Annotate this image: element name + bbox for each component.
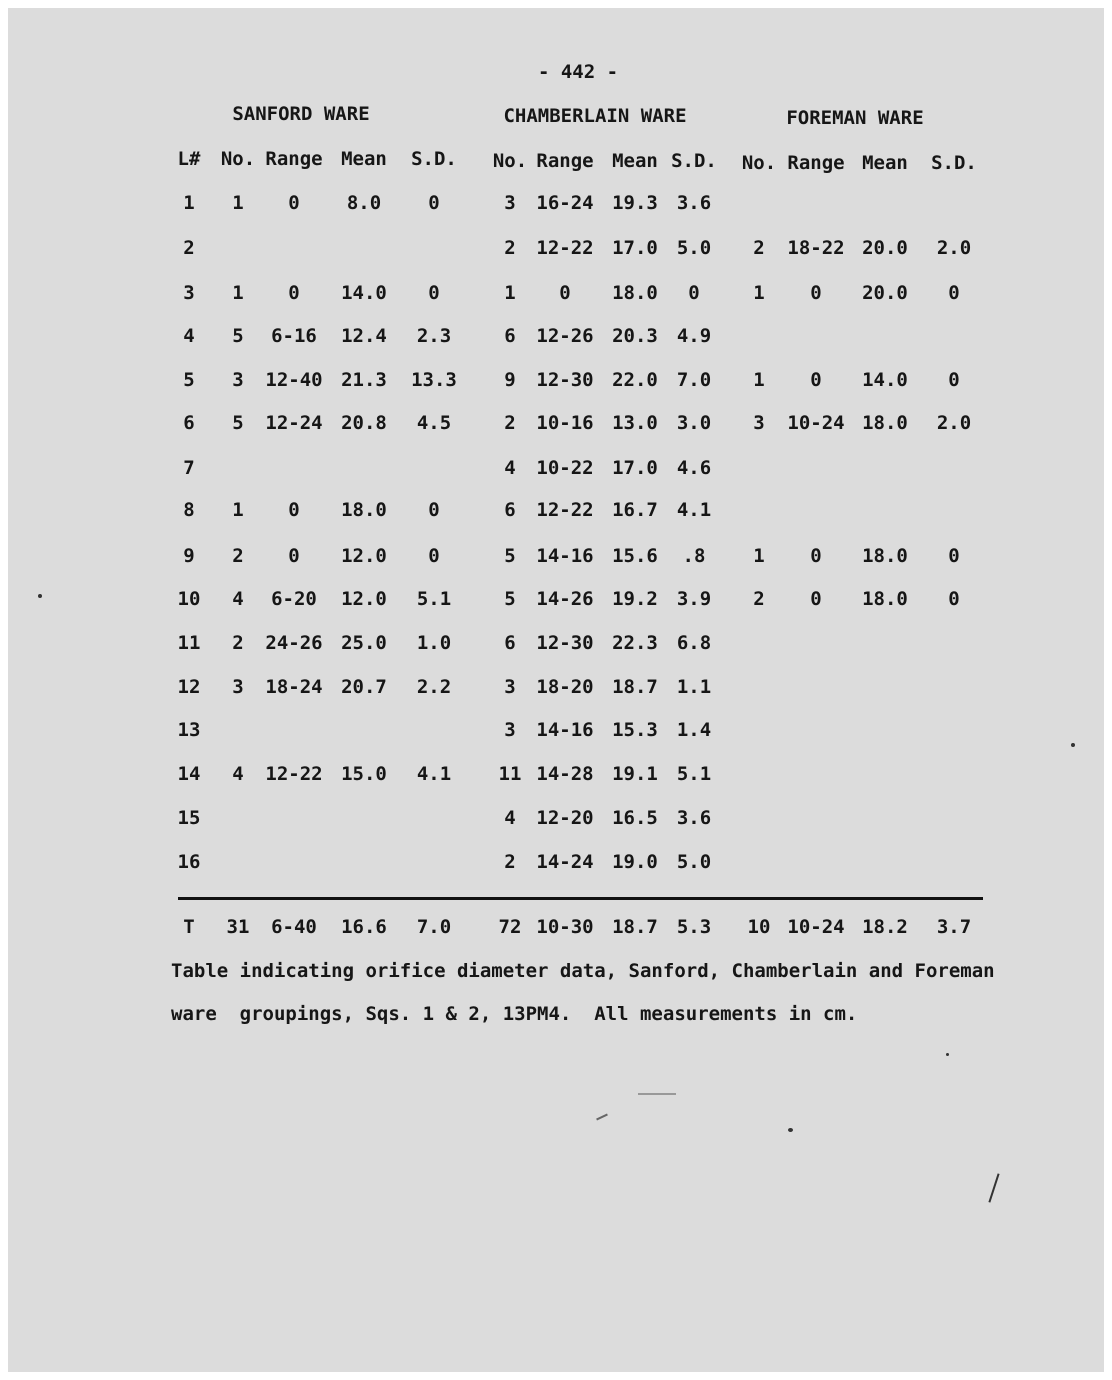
table-cell-sanford-range: 12-24 — [265, 412, 323, 434]
table-cell-sanford-mean: 12.4 — [341, 325, 387, 347]
table-cell-chamberlain-range: 16-24 — [536, 192, 594, 214]
table-cell-chamberlain-mean: 16.5 — [612, 807, 658, 829]
column-header-sanford-sd: S.D. — [411, 148, 457, 170]
table-cell-foreman-no: 1 — [753, 545, 765, 567]
table-cell-foreman-no: 1 — [753, 282, 765, 304]
table-cell-chamberlain-sd: 4.9 — [676, 325, 712, 347]
table-cell-chamberlain-no: 6 — [504, 632, 516, 654]
page-number: - 442 - — [537, 61, 619, 83]
column-header-chamberlain-sd: S.D. — [671, 150, 717, 172]
table-cell-chamberlain-mean: 20.3 — [612, 325, 658, 347]
table-cell-foreman-sd: 0 — [948, 282, 960, 304]
table-cell-foreman-mean: 14.0 — [862, 369, 908, 391]
table-cell-l-number: 16 — [177, 851, 201, 873]
column-header-sanford-no: No. — [220, 148, 256, 170]
table-cell-sanford-no: 2 — [232, 545, 244, 567]
total-cell-foreman-range: 10-24 — [787, 916, 845, 938]
table-cell-sanford-sd: 0 — [428, 545, 440, 567]
table-cell-foreman-sd: 0 — [948, 369, 960, 391]
total-cell-chamberlain-no: 72 — [498, 916, 522, 938]
table-cell-chamberlain-sd: 3.6 — [676, 807, 712, 829]
table-cell-chamberlain-sd: 5.0 — [676, 237, 712, 259]
table-cell-chamberlain-range: 14-26 — [536, 588, 594, 610]
table-cell-sanford-sd: 4.5 — [416, 412, 452, 434]
table-cell-sanford-range: 24-26 — [265, 632, 323, 654]
table-cell-l-number: 14 — [177, 763, 201, 785]
table-cell-chamberlain-mean: 18.0 — [612, 282, 658, 304]
table-cell-sanford-range: 12-40 — [265, 369, 323, 391]
table-cell-chamberlain-sd: .8 — [682, 545, 706, 567]
table-cell-chamberlain-no: 4 — [504, 457, 516, 479]
table-cell-chamberlain-no: 1 — [504, 282, 516, 304]
paper-speck — [1071, 743, 1075, 747]
table-cell-sanford-sd: 4.1 — [416, 763, 452, 785]
table-cell-chamberlain-mean: 19.1 — [612, 763, 658, 785]
table-cell-sanford-sd: 0 — [428, 499, 440, 521]
table-cell-chamberlain-range: 12-22 — [536, 499, 594, 521]
table-cell-l-number: 8 — [183, 499, 195, 521]
table-cell-chamberlain-sd: 3.6 — [676, 192, 712, 214]
column-header-chamberlain-range: Range — [536, 150, 594, 172]
table-cell-foreman-no: 3 — [753, 412, 765, 434]
column-header-l-number: L# — [177, 148, 201, 170]
table-cell-foreman-sd: 2.0 — [936, 237, 972, 259]
table-cell-foreman-sd: 0 — [948, 545, 960, 567]
table-cell-sanford-no: 5 — [232, 325, 244, 347]
table-cell-sanford-mean: 8.0 — [346, 192, 382, 214]
table-cell-chamberlain-mean: 17.0 — [612, 457, 658, 479]
totals-divider — [178, 897, 983, 900]
table-cell-chamberlain-range: 12-30 — [536, 369, 594, 391]
total-cell-sanford-range: 6-40 — [271, 916, 317, 938]
table-cell-chamberlain-sd: 1.1 — [676, 676, 712, 698]
table-cell-chamberlain-mean: 15.6 — [612, 545, 658, 567]
table-cell-l-number: 4 — [183, 325, 195, 347]
table-cell-foreman-range: 10-24 — [787, 412, 845, 434]
table-cell-foreman-sd: 0 — [948, 588, 960, 610]
table-cell-chamberlain-sd: 5.1 — [676, 763, 712, 785]
paper-mark — [988, 1173, 999, 1202]
table-cell-sanford-mean: 15.0 — [341, 763, 387, 785]
table-cell-sanford-mean: 12.0 — [341, 545, 387, 567]
paper-mark — [638, 1093, 676, 1095]
table-cell-sanford-sd: 13.3 — [411, 369, 457, 391]
group-heading-foreman: FOREMAN WARE — [786, 107, 924, 129]
table-cell-foreman-range: 0 — [810, 369, 822, 391]
table-cell-chamberlain-no: 6 — [504, 325, 516, 347]
table-cell-chamberlain-sd: 3.0 — [676, 412, 712, 434]
table-cell-chamberlain-no: 5 — [504, 588, 516, 610]
table-cell-chamberlain-no: 5 — [504, 545, 516, 567]
table-cell-foreman-range: 18-22 — [787, 237, 845, 259]
table-cell-chamberlain-no: 6 — [504, 499, 516, 521]
table-cell-chamberlain-no: 3 — [504, 192, 516, 214]
table-cell-sanford-no: 4 — [232, 588, 244, 610]
table-cell-chamberlain-no: 3 — [504, 676, 516, 698]
table-cell-sanford-range: 6-16 — [271, 325, 317, 347]
table-cell-chamberlain-range: 0 — [559, 282, 571, 304]
table-cell-sanford-no: 1 — [232, 192, 244, 214]
caption-line-2: ware groupings, Sqs. 1 & 2, 13PM4. All measurements in cm. — [171, 1003, 858, 1025]
table-cell-foreman-mean: 18.0 — [862, 412, 908, 434]
table-cell-sanford-range: 6-20 — [271, 588, 317, 610]
table-cell-chamberlain-no: 2 — [504, 237, 516, 259]
table-cell-chamberlain-range: 18-20 — [536, 676, 594, 698]
column-header-chamberlain-mean: Mean — [612, 150, 658, 172]
table-cell-chamberlain-no: 4 — [504, 807, 516, 829]
table-cell-sanford-sd: 5.1 — [416, 588, 452, 610]
table-cell-chamberlain-mean: 15.3 — [612, 719, 658, 741]
table-cell-chamberlain-no: 2 — [504, 851, 516, 873]
table-cell-sanford-mean: 21.3 — [341, 369, 387, 391]
table-cell-foreman-range: 0 — [810, 545, 822, 567]
table-cell-sanford-mean: 25.0 — [341, 632, 387, 654]
table-cell-sanford-no: 1 — [232, 499, 244, 521]
table-cell-chamberlain-mean: 22.3 — [612, 632, 658, 654]
table-cell-chamberlain-range: 14-28 — [536, 763, 594, 785]
column-header-sanford-mean: Mean — [341, 148, 387, 170]
table-cell-chamberlain-sd: 6.8 — [676, 632, 712, 654]
group-heading-sanford: SANFORD WARE — [232, 103, 370, 125]
table-cell-foreman-mean: 18.0 — [862, 545, 908, 567]
table-cell-sanford-range: 0 — [288, 282, 300, 304]
table-cell-foreman-mean: 18.0 — [862, 588, 908, 610]
column-header-sanford-range: Range — [265, 148, 323, 170]
table-cell-chamberlain-sd: 4.6 — [676, 457, 712, 479]
table-cell-foreman-mean: 20.0 — [862, 282, 908, 304]
table-cell-sanford-no: 3 — [232, 676, 244, 698]
table-cell-chamberlain-mean: 19.0 — [612, 851, 658, 873]
table-cell-sanford-sd: 2.3 — [416, 325, 452, 347]
table-cell-l-number: 10 — [177, 588, 201, 610]
table-cell-sanford-range: 0 — [288, 499, 300, 521]
table-cell-l-number: 6 — [183, 412, 195, 434]
table-cell-sanford-range: 0 — [288, 545, 300, 567]
table-cell-foreman-sd: 2.0 — [936, 412, 972, 434]
table-cell-sanford-no: 2 — [232, 632, 244, 654]
total-cell-sanford-sd: 7.0 — [416, 916, 452, 938]
paper-speck — [946, 1053, 949, 1056]
column-header-chamberlain-no: No. — [492, 150, 528, 172]
table-cell-chamberlain-no: 11 — [498, 763, 522, 785]
table-cell-chamberlain-no: 2 — [504, 412, 516, 434]
table-cell-chamberlain-sd: 1.4 — [676, 719, 712, 741]
paper-mark — [596, 1114, 608, 1121]
table-cell-foreman-mean: 20.0 — [862, 237, 908, 259]
table-cell-foreman-no: 1 — [753, 369, 765, 391]
table-cell-l-number: 7 — [183, 457, 195, 479]
table-cell-chamberlain-no: 9 — [504, 369, 516, 391]
table-cell-sanford-mean: 14.0 — [341, 282, 387, 304]
table-cell-chamberlain-range: 14-16 — [536, 719, 594, 741]
table-cell-chamberlain-sd: 4.1 — [676, 499, 712, 521]
total-cell-foreman-no: 10 — [747, 916, 771, 938]
table-cell-l-number: 15 — [177, 807, 201, 829]
total-cell-chamberlain-sd: 5.3 — [676, 916, 712, 938]
table-cell-sanford-sd: 1.0 — [416, 632, 452, 654]
total-cell-sanford-mean: 16.6 — [341, 916, 387, 938]
table-cell-sanford-sd: 0 — [428, 192, 440, 214]
table-cell-sanford-no: 5 — [232, 412, 244, 434]
table-cell-chamberlain-sd: 7.0 — [676, 369, 712, 391]
table-cell-sanford-mean: 12.0 — [341, 588, 387, 610]
column-header-foreman-no: No. — [741, 152, 777, 174]
table-cell-foreman-no: 2 — [753, 237, 765, 259]
table-cell-chamberlain-sd: 3.9 — [676, 588, 712, 610]
table-cell-chamberlain-mean: 19.2 — [612, 588, 658, 610]
table-cell-sanford-no: 3 — [232, 369, 244, 391]
total-cell-foreman-mean: 18.2 — [862, 916, 908, 938]
group-heading-chamberlain: CHAMBERLAIN WARE — [503, 105, 687, 127]
total-cell-foreman-sd: 3.7 — [936, 916, 972, 938]
column-header-foreman-sd: S.D. — [931, 152, 977, 174]
table-cell-l-number: 11 — [177, 632, 201, 654]
table-cell-l-number: 5 — [183, 369, 195, 391]
table-cell-sanford-mean: 18.0 — [341, 499, 387, 521]
table-cell-sanford-sd: 0 — [428, 282, 440, 304]
table-cell-chamberlain-mean: 16.7 — [612, 499, 658, 521]
paper-speck — [38, 594, 42, 598]
table-cell-l-number: 2 — [183, 237, 195, 259]
table-cell-sanford-no: 4 — [232, 763, 244, 785]
table-cell-l-number: 1 — [183, 192, 195, 214]
caption-line-1: Table indicating orifice diameter data, Sanford, Chamberlain and Foreman — [171, 960, 995, 982]
table-cell-chamberlain-mean: 22.0 — [612, 369, 658, 391]
table-cell-chamberlain-mean: 18.7 — [612, 676, 658, 698]
table-cell-foreman-range: 0 — [810, 588, 822, 610]
table-cell-l-number: 12 — [177, 676, 201, 698]
total-cell-sanford-no: 31 — [226, 916, 250, 938]
table-cell-sanford-mean: 20.8 — [341, 412, 387, 434]
table-cell-chamberlain-range: 12-20 — [536, 807, 594, 829]
table-cell-sanford-mean: 20.7 — [341, 676, 387, 698]
table-cell-chamberlain-mean: 19.3 — [612, 192, 658, 214]
table-cell-chamberlain-range: 12-26 — [536, 325, 594, 347]
table-cell-sanford-range: 0 — [288, 192, 300, 214]
table-cell-chamberlain-range: 10-22 — [536, 457, 594, 479]
document-page — [8, 8, 1104, 1372]
table-cell-sanford-range: 12-22 — [265, 763, 323, 785]
table-cell-chamberlain-range: 14-16 — [536, 545, 594, 567]
table-cell-chamberlain-sd: 5.0 — [676, 851, 712, 873]
column-header-foreman-range: Range — [787, 152, 845, 174]
table-cell-chamberlain-range: 10-16 — [536, 412, 594, 434]
total-cell-chamberlain-range: 10-30 — [536, 916, 594, 938]
table-cell-chamberlain-mean: 13.0 — [612, 412, 658, 434]
total-cell-l-number: T — [183, 916, 195, 938]
column-header-foreman-mean: Mean — [862, 152, 908, 174]
table-cell-chamberlain-range: 12-30 — [536, 632, 594, 654]
table-cell-chamberlain-sd: 0 — [688, 282, 700, 304]
table-cell-chamberlain-range: 12-22 — [536, 237, 594, 259]
table-cell-chamberlain-no: 3 — [504, 719, 516, 741]
paper-speck — [788, 1128, 793, 1132]
table-cell-l-number: 13 — [177, 719, 201, 741]
table-cell-sanford-no: 1 — [232, 282, 244, 304]
table-cell-l-number: 3 — [183, 282, 195, 304]
table-cell-sanford-sd: 2.2 — [416, 676, 452, 698]
table-cell-foreman-no: 2 — [753, 588, 765, 610]
table-cell-chamberlain-mean: 17.0 — [612, 237, 658, 259]
table-cell-chamberlain-range: 14-24 — [536, 851, 594, 873]
table-cell-sanford-range: 18-24 — [265, 676, 323, 698]
total-cell-chamberlain-mean: 18.7 — [612, 916, 658, 938]
table-cell-l-number: 9 — [183, 545, 195, 567]
table-cell-foreman-range: 0 — [810, 282, 822, 304]
